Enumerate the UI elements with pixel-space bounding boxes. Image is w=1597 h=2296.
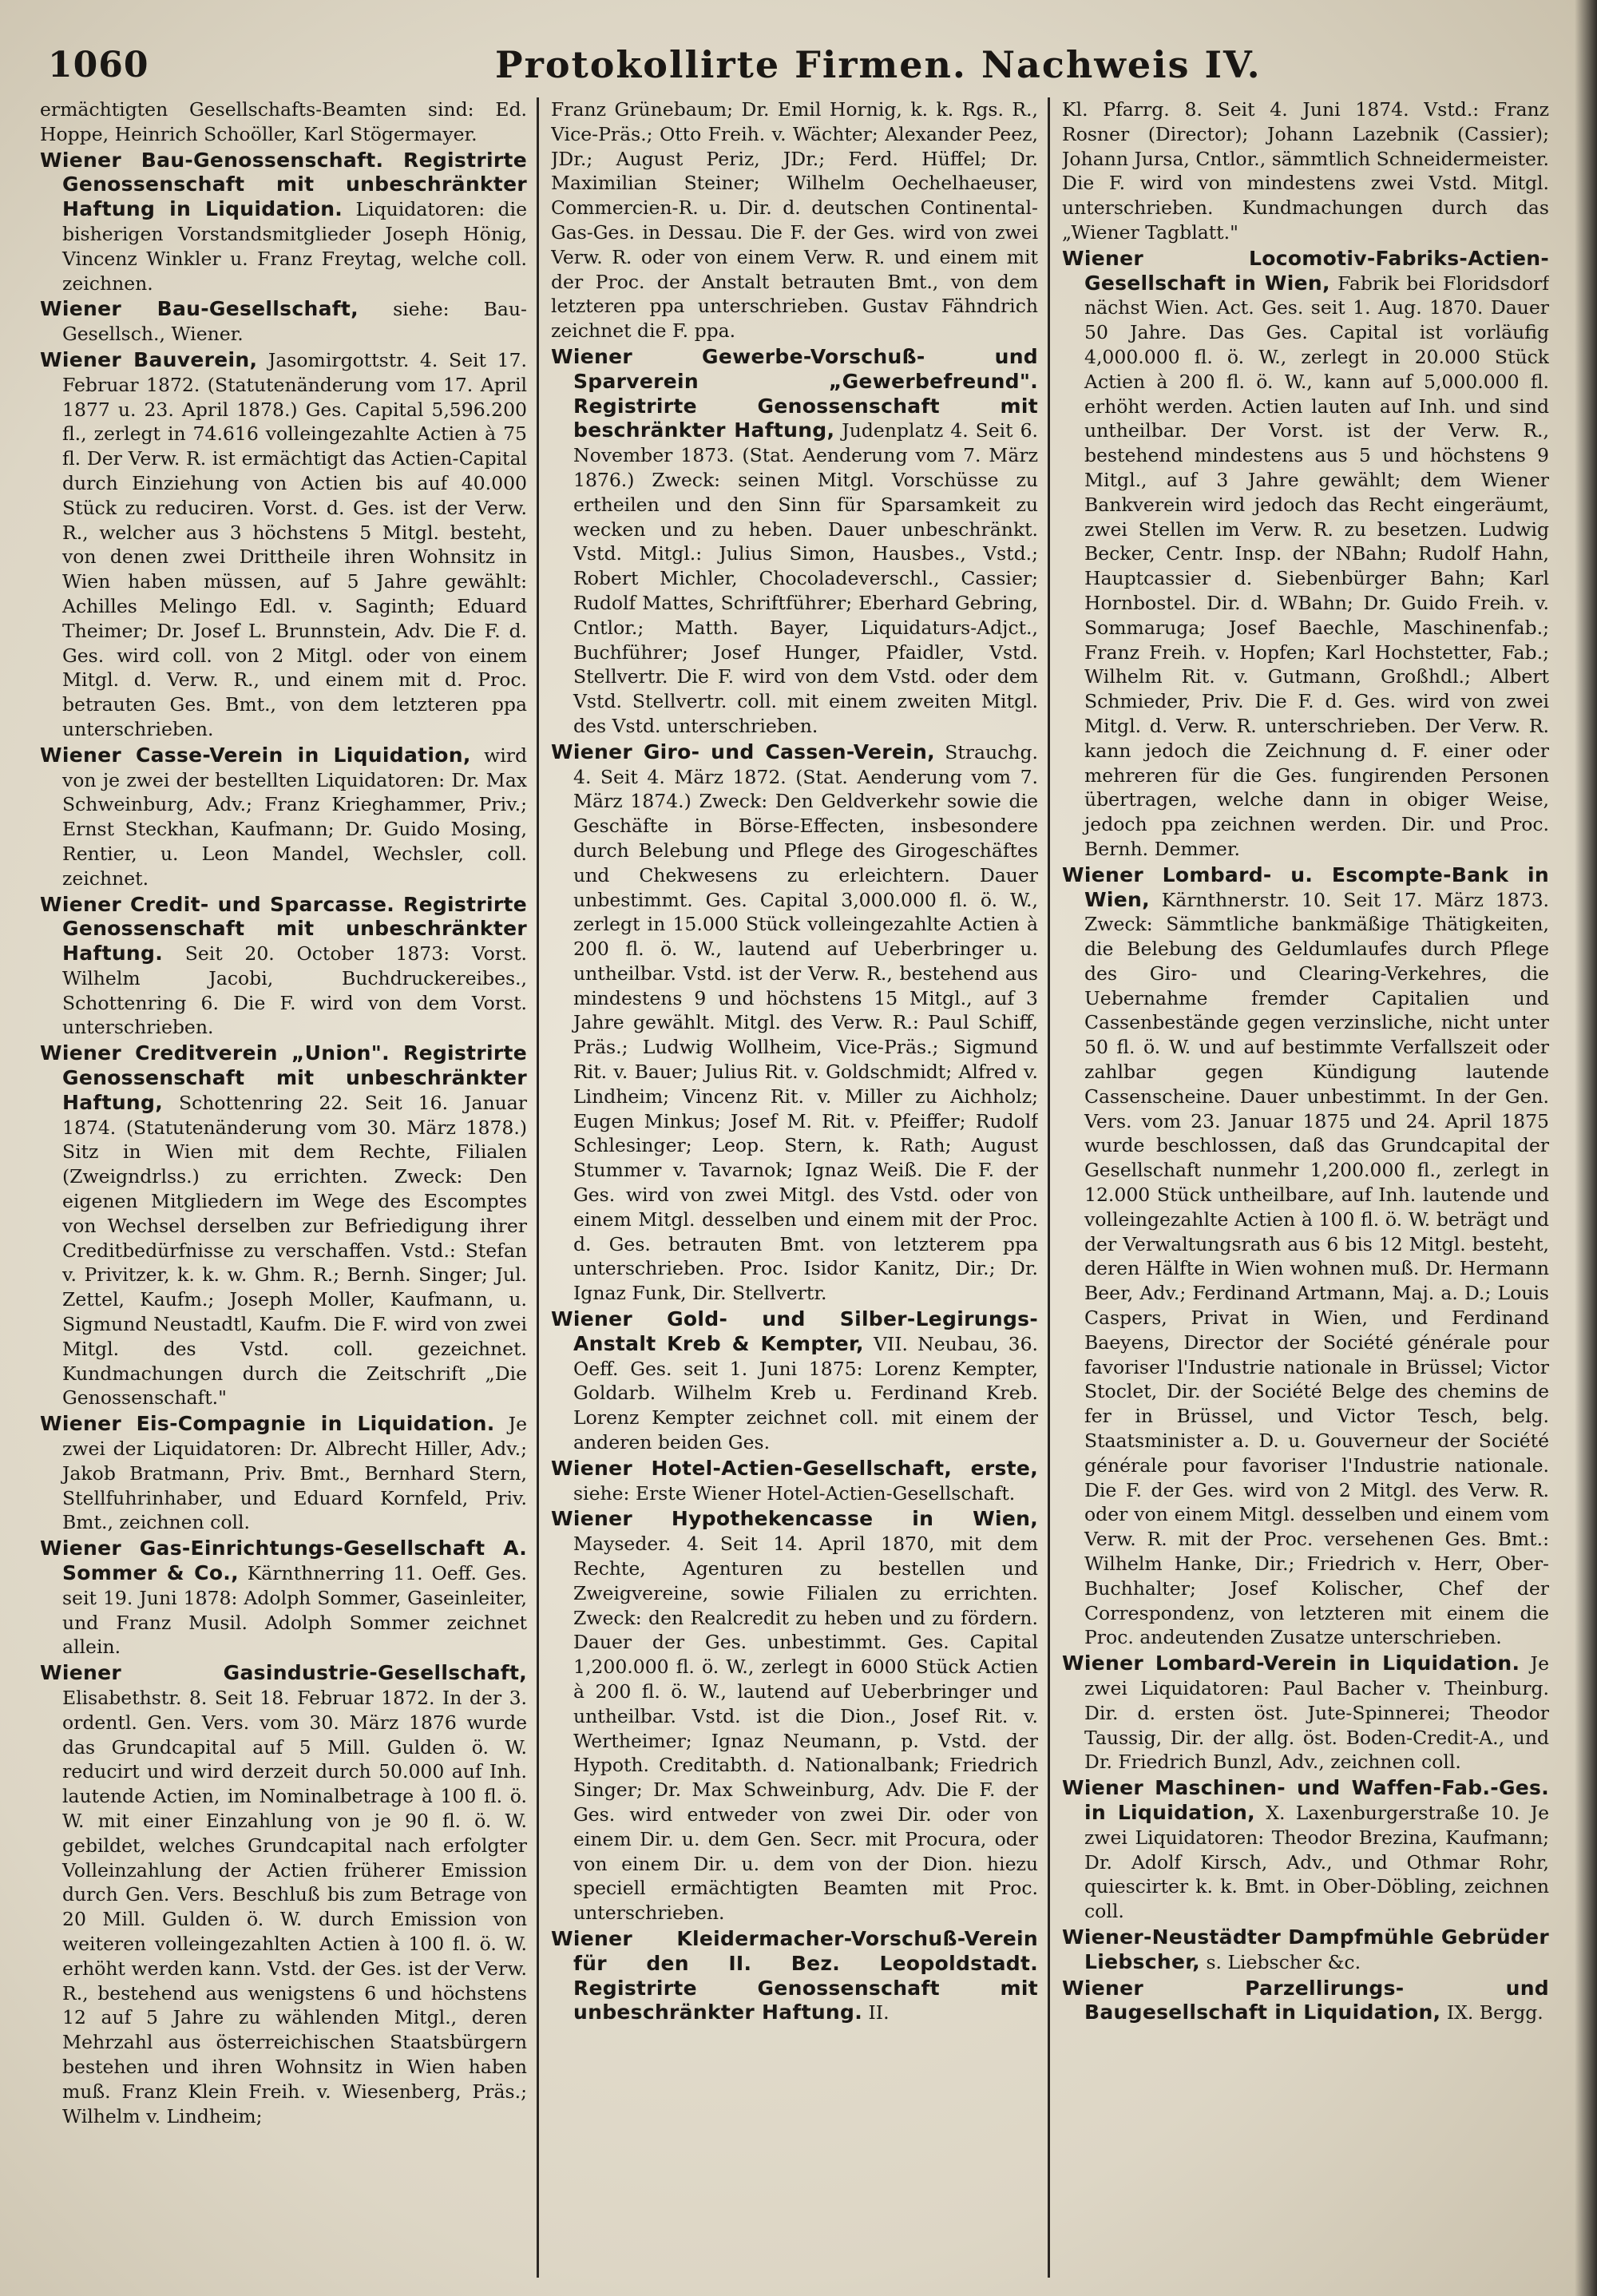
entry-name: Wiener Giro- und Cassen-Verein,: [551, 740, 935, 763]
column-divider: [537, 97, 539, 2278]
entry-text: Je zwei Liquidatoren: Paul Bacher v. Theinburg. Dir. d. ersten öst. Jute-Spinnerei; Theodor Taussig, Dir. der allg. öst. Boden-Credit-A., und Dr. Friedrich Bunzl, Adv., zeichnen coll.: [1084, 1652, 1549, 1774]
entry: [551, 1457, 1038, 1506]
entry-text: Fabrik bei Floridsdorf nächst Wien. Act. Ges. seit 1. Aug. 1870. Dauer 50 Jahre. Das Ges. Capital ist vorläufig 4,000.000 fl. ö. W., zerlegt in 20.000 Stück Actien à 200 fl. ö. W., kann auf 5,000.000 fl. erhöht werden. Actien lauten auf Inh. und sind untheilbar. Der Vorst. ist der Verw. R., bestehend mindestens aus 5 und höchstens 9 Mitgl., auf 3 Jahre gewählt; dem Wiener Bankverein wird jedoch das Recht eingeräumt, zwei Stellen im Verw. R. zu besetzen. Ludwig Becker, Centr. Insp. der NBahn; Rudolf Hahn, Hauptcassier d. Siebenbürger Bahn; Karl Hornbostel. Dir. d. WBahn; Dr. Guido Freih. v. Sommaruga; Josef Baechle, Maschinenfab.; Franz Freih. v. Hopfen; Karl Hochstetter, Fab.; Wilhelm Rit. v. Gutmann, Großhdl.; Albert Schmieder, Priv. Die F. d. Ges. wird von zwei Mitgl. d. Verw. R. unterschrieben. Der Verw. R. kann jedoch die Zeichnung d. F. einer oder mehreren für die Ges. fungirenden Personen übertragen, welche dann in obiger Weise, jedoch ppa zeichnen werden. Dir. und Proc. Bernh. Demmer.: [1084, 272, 1549, 860]
entry-name: Wiener Gas-Einrichtungs-Gesellschaft A. Sommer & Co.,: [40, 1537, 527, 1585]
entry-name: Wiener Creditverein „Union". Registrirte Genossenschaft mit unbeschränkter Haftung,: [40, 1041, 527, 1114]
entry-text: siehe: Erste Wiener Hotel-Actien-Gesellschaft.: [573, 1481, 1016, 1505]
entry-name: Wiener Bauverein,: [40, 347, 258, 371]
entry-text: Seit 20. October 1873: Vorst. Wilhelm Jacobi, Buchdruckereibes., Schottenring 6. Die F. wird von dem Vorst. unterschrieben.: [62, 942, 527, 1039]
entry-text: II.: [868, 2001, 890, 2024]
column-divider: [1048, 97, 1050, 2278]
entry-name: Wiener Lombard- u. Escompte-Bank in Wien,: [1062, 862, 1549, 911]
entry-text: Judenplatz 4. Seit 6. November 1873. (Stat. Aenderung vom 7. März 1876.) Zweck: seinen Mitgl. Vorschüsse zu ertheilen und den Sinn für Sparsamkeit zu wecken und zu heben. Dauer unbeschränkt. Vstd. Mitgl.: Julius Simon, Hausbes., Vstd.; Robert Michler, Chocoladeverschl., Cassier; Rudolf Mattes, Schriftführer; Eberhard Gebring, Cntlor.; Matth. Bayer, Liquidaturs-Adjct., Buchführer; Josef Hunger, Pfaidler, Vstd. Stellvertr. Die F. wird von dem Vstd. oder dem Vstd. Stellvertr. coll. mit einem zweiten Mitgl. des Vstd. unterschrieben.: [573, 419, 1038, 737]
entry: [40, 1537, 527, 1660]
entry-text: VII. Neubau, 36. Oeff. Ges. seit 1. Juni 1875: Lorenz Kempter, Goldarb. Wilhelm Kreb u. Ferdinand Kreb. Lorenz Kempter zeichnet coll. mit einem der anderen beiden Ges.: [573, 1332, 1038, 1454]
entry: [1062, 863, 1549, 1651]
entry: [551, 345, 1038, 739]
entry: [40, 97, 527, 147]
entry-name: Wiener Kleidermacher-Vorschuß-Verein für den II. Bez. Leopoldstadt. Registrirte Genossenschaft mit unbeschränkter Haftung.: [551, 1926, 1038, 2024]
entry-name: Wiener Lombard-Verein in Liquidation.: [1062, 1652, 1520, 1675]
running-title: Protokollirte Firmen. Nachweis IV.: [495, 43, 1262, 86]
entry-name: Wiener Gold- und Silber-Legirungs-Anstalt Kreb & Kempter,: [551, 1307, 1038, 1355]
entry-text: Kärnthnerring 11. Oeff. Ges. seit 19. Juni 1878: Adolph Sommer, Gaseinleiter, und Franz Musil. Adolph Sommer zeichnet allein.: [62, 1562, 527, 1659]
entry: [551, 97, 1038, 343]
entry-text: Kl. Pfarrg. 8. Seit 4. Juni 1874. Vstd.: Franz Rosner (Director); Johann Lazebnik (Cassier); Johann Jursa, Cntlor., sämmtlich Schneidermeister. Die F. wird von mindestens zwei Vstd. Mitgl. unterschrieben. Kundmachungen durch das „Wiener Tagblatt.": [1062, 98, 1549, 244]
entry: [40, 744, 527, 891]
entry-name: Wiener Bau-Gesellschaft,: [40, 297, 359, 321]
entry: [1062, 97, 1549, 245]
entry: [40, 1041, 527, 1410]
page-header: [48, 38, 1549, 94]
entry-name: Wiener Casse-Verein in Liquidation,: [40, 743, 471, 767]
entry-text: Franz Grünebaum; Dr. Emil Hornig, k. k. Rgs. R., Vice-Präs.; Otto Freih. v. Wächter; Alexander Peez, JDr.; August Periz, JDr.; Ferd. Hüffel; Dr. Maximilian Steiner; Wilhelm Oechelhaeuser, Commercien-R. u. Dir. d. deutschen Continental-Gas-Ges. in Dessau. Die F. der Ges. wird von zwei Verw. R. oder von einem Verw. R. und einem mit der Proc. der Anstalt betrauten Bmt., von dem letzteren ppa unterschrieben. Gustav Fähndrich zeichnet die F. ppa.: [551, 98, 1038, 343]
entry-text: Jasomirgottstr. 4. Seit 17. Februar 1872. (Statutenänderung vom 17. April 1877 u. 23. April 1878.) Ges. Capital 5,596.200 fl., zerlegt in 74.616 volleingezahlte Actien à 75 fl. Der Verw. R. ist ermächtigt das Actien-Capital durch Einziehung von Actien bis auf 40.000 Stück zu reduciren. Vorst. d. Ges. ist der Verw. R., welcher aus 3 höchstens 5 Mitgl. besteht, von denen zwei Drittheile ihren Wohnsitz in Wien haben müssen, auf 5 Jahre gewählt: Achilles Melingo Edl. v. Saginth; Eduard Theimer; Dr. Josef L. Brunnstein, Adv. Die F. d. Ges. wird coll. von 2 Mitgl. oder von einem Mitgl. d. Verw. R., und einem mit d. Proc. betrauten Ges. Bmt., von dem letzteren ppa unterschrieben.: [62, 348, 527, 740]
entry: [1062, 247, 1549, 862]
entry-name: Wiener Hotel-Actien-Gesellschaft, erste,: [551, 1456, 1038, 1480]
entry-name: Wiener Parzellirungs- und Baugesellschaft in Liquidation,: [1062, 1976, 1549, 2024]
entry-text: X. Laxenburgerstraße 10. Je zwei Liquidatoren: Theodor Brezina, Kaufmann; Dr. Adolf Kirsch, Adv., und Othmar Rohr, quiescirter k. k. Bmt. in Ober-Döbling, zeichnen coll.: [1084, 1801, 1549, 1923]
entry-name: Wiener-Neustädter Dampfmühle Gebrüder Liebscher,: [1062, 1925, 1549, 1973]
entry-text: Schottenring 22. Seit 16. Januar 1874. (Statutenänderung vom 30. März 1878.) Sitz in Wien mit dem Rechte, Filialen (Zweigndrlss.) zu errichten. Zweck: Den eigenen Mitgliedern im Wege des Escomptes von Wechsel derselben zur Befriedigung ihrer Creditbedürfnisse zu verschaffen. Vstd.: Stefan v. Privitzer, k. k. w. Ghm. R.; Bernh. Singer; Jul. Zettel, Kaufm.; Joseph Moller, Kaufmann, u. Sigmund Neustadtl, Kaufm. Die F. wird von zwei Mitgl. des Vstd. coll. gezeichnet. Kundmachungen durch die Zeitschrift „Die Genossenschaft.": [62, 1091, 527, 1410]
entry: [1062, 1925, 1549, 1975]
entry-text: siehe: Bau-Gesellsch., Wiener.: [62, 298, 527, 346]
entry-text: Kärnthnerstr. 10. Seit 17. März 1873. Zweck: Sämmtliche bankmäßige Thätigkeiten, die Belebung des Geldumlaufes durch Pflege des Giro- und Clearing-Verkehres, die Uebernahme fremder Capitalien und Cassenbestände gegen verzinsliche, nicht unter 50 fl. ö. W. und auf bestimmte Verfallszeit oder zahlbar gegen Kündigung lautende Cassenscheine. Dauer unbestimmt. In der Gen. Vers. vom 23. Januar 1875 und 24. April 1875 wurde beschlossen, daß das Grundcapital der Gesellschaft nunmehr 1,200.000 fl., zerlegt in 12.000 Stück untheilbare, auf Inh. lautende und volleingezahlte Actien à 100 fl. ö. W. beträgt und der Verwaltungsrath aus 6 bis 12 Mitgl. besteht, deren Hälfte in Wien wohnen muß. Dr. Hermann Beer, Adv.; Ferdinand Artmann, Maj. a. D.; Louis Caspers, Privat in Wien, und Ferdinand Baeyens, Director der Société générale pour favoriser l'Industrie nationale in Brüssel; Victor Stoclet, Dir. der Société Belge des chemins de fer in Brüssel, und Victor Tesch, belg. Staatsminister a. D. u. Gouverneur der Société générale pour favoriser l'Industrie nationale. Die F. der Ges. wird von 2 Mitgl. des Verw. R. oder von einem Mitgl. desselben und einem vom Verw. R. mit der Proc. versehenen Ges. Bmt.: Wilhelm Hanke, Dir.; Friedrich v. Herr, Ober-Buchhalter; Josef Kolischer, Chef der Correspondenz, von letzteren mit einem die Proc. andeutenden Zusatze unterschrieben.: [1084, 888, 1549, 1649]
page-edge-shadow: [1575, 0, 1597, 2296]
entry: [40, 1661, 527, 2128]
entry: [40, 348, 527, 742]
entry: [40, 1412, 527, 1535]
entry-text: wird von je zwei der bestellten Liquidatoren: Dr. Max Schweinburg, Adv.; Franz Krieghammer, Priv.; Ernst Steckhan, Kaufmann; Dr. Guido Mosing, Rentier, u. Leon Mandel, Wechsler, coll. zeichnet.: [62, 744, 527, 890]
entry-name: Wiener Bau-Genossenschaft. Registrirte Genossenschaft mit unbeschränkter Haftung in Liquidation.: [40, 148, 527, 221]
column-2: [551, 97, 1038, 2278]
entry-name: Wiener Credit- und Sparcasse. Registrirte Genossenschaft mit unbeschränkter Haftung.: [40, 892, 527, 966]
entry-text: IX. Bergg.: [1446, 2001, 1544, 2024]
entry-text: Strauchg. 4. Seit 4. März 1872. (Stat. Aenderung vom 7. März 1874.) Zweck: Den Geldverkehr sowie die Geschäfte in Börse-Effecten, insbesondere durch Belebung und Pflege des Girogeschäftes und Chekwesens zu erleichtern. Dauer unbestimmt. Ges. Capital 3,000.000 fl. ö. W., zerlegt in 15.000 Stück volleingezahlte Actien à 200 fl. ö. W., lautend auf Ueberbringer u. untheilbar. Vstd. ist der Verw. R., bestehend aus mindestens 9 und höchstens 15 Mitgl., auf 3 Jahre gewählt. Mitgl. des Verw. R.: Paul Schiff, Präs.; Ludwig Wollheim, Vice-Präs.; Sigmund Rit. v. Bauer; Julius Rit. v. Goldschmidt; Alfred v. Lindheim; Vincenz Rit. v. Miller zu Aichholz; Eugen Minkus; Josef M. Rit. v. Pfeiffer; Rudolf Schlesinger; Leop. Stern, k. Rath; August Stummer v. Tavarnok; Ignaz Weiß. Die F. der Ges. wird von zwei Mitgl. des Vstd. oder von einem Mitgl. desselben und einem mit der Proc. d. Ges. betrauten Bmt. von letzterem ppa unterschrieben. Proc. Isidor Kanitz, Dir.; Dr. Ignaz Funk, Dir. Stellvertr.: [573, 740, 1038, 1305]
entry: [551, 1307, 1038, 1455]
entry: [40, 149, 527, 296]
entry-name: Wiener Gasindustrie-Gesellschaft,: [40, 1661, 527, 1685]
entry-text: Je zwei der Liquidatoren: Dr. Albrecht Hiller, Adv.; Jakob Bratmann, Priv. Bmt., Bernhard Stern, Stellfuhrinhaber, und Eduard Kornfeld, Priv. Bmt., zeichnen coll.: [62, 1413, 527, 1534]
entry: [1062, 1977, 1549, 2026]
entry: [1062, 1652, 1549, 1775]
column-3: [1062, 97, 1549, 2278]
entry-name: Wiener Eis-Compagnie in Liquidation.: [40, 1412, 495, 1436]
page-number: 1060: [48, 45, 149, 85]
entry-text: ermächtigten Gesellschafts-Beamten sind: Ed. Hoppe, Heinrich Schoöller, Karl Stögermayer.: [40, 98, 527, 145]
column-1: [40, 97, 527, 2278]
entry-text: s. Liebscher &c.: [1206, 1950, 1361, 1973]
entry-name: Wiener Gewerbe-Vorschuß- und Sparverein „Gewerbefreund". Registrirte Genossenschaft mit beschränkter Haftung,: [551, 344, 1038, 442]
entry-name: Wiener Hypothekencasse in Wien,: [551, 1507, 1038, 1531]
entry: [40, 893, 527, 1041]
entry: [551, 740, 1038, 1306]
entry-text: Mayseder. 4. Seit 14. April 1870, mit dem Rechte, Agenturen zu bestellen und Zweigvereine, sowie Filialen zu errichten. Zweck: den Realcredit zu heben und zu fördern. Dauer der Ges. unbestimmt. Ges. Capital 1,200.000 fl. ö. W., zerlegt in 6000 Stück Actien à 200 fl. ö. W., lautend auf Ueberbringer und untheilbar. Vstd. ist die Dion., Josef Rit. v. Wertheimer; Ignaz Neumann, p. Vstd. der Hypoth. Creditabth. d. Nationalbank; Friedrich Singer; Dr. Max Schweinburg, Adv. Die F. der Ges. wird entweder von zwei Dir. oder von einem Dir. u. dem Gen. Secr. mit Procura, oder von einem Dir. u. dem von der Dion. hiezu speciell ermächtigten Beamten mit Proc. unterschrieben.: [573, 1533, 1038, 1925]
entry-name: Wiener Maschinen- und Waffen-Fab.-Ges. in Liquidation,: [1062, 1776, 1549, 1824]
entry: [40, 297, 527, 347]
text-columns: [40, 97, 1549, 2278]
entry: [551, 1927, 1038, 2025]
entry-text: Liquidatoren: die bisherigen Vorstandsmitglieder Joseph Hönig, Vincenz Winkler u. Franz Freytag, welche coll. zeichnen.: [62, 198, 527, 295]
entry: [551, 1507, 1038, 1925]
entry-name: Wiener Locomotiv-Fabriks-Actien-Gesellschaft in Wien,: [1062, 246, 1549, 295]
entry: [1062, 1776, 1549, 1924]
entry-text: Elisabethstr. 8. Seit 18. Februar 1872. In der 3. ordentl. Gen. Vers. vom 30. März 1876 wurde das Grundcapital auf 5 Mill. Gulden ö. W. reducirt und wird derzeit durch 50.000 auf Inh. lautende Actien, im Nominalbetrage à 100 fl. ö. W. mit einer Einzahlung von je 90 fl. ö. W. gebildet, welches Grundcapital nach erfolgter Volleinzahlung der Actien früherer Emission durch Gen. Vers. Beschluß bis zum Betrage von 20 Mill. Gulden ö. W. durch Emission von weiteren volleingezahlten Actien à 100 fl. ö. W. erhöht werden kann. Vstd. der Ges. ist der Verw. R., bestehend aus wenigstens 6 und höchstens 12 auf 5 Jahre zu wählenden Mitgl., deren Mehrzahl aus österreichischen Staatsbürgern bestehen und ihren Wohnsitz in Wien haben muß. Franz Klein Freih. v. Wiesenberg, Präs.; Wilhelm v. Lindheim;: [62, 1687, 527, 2127]
